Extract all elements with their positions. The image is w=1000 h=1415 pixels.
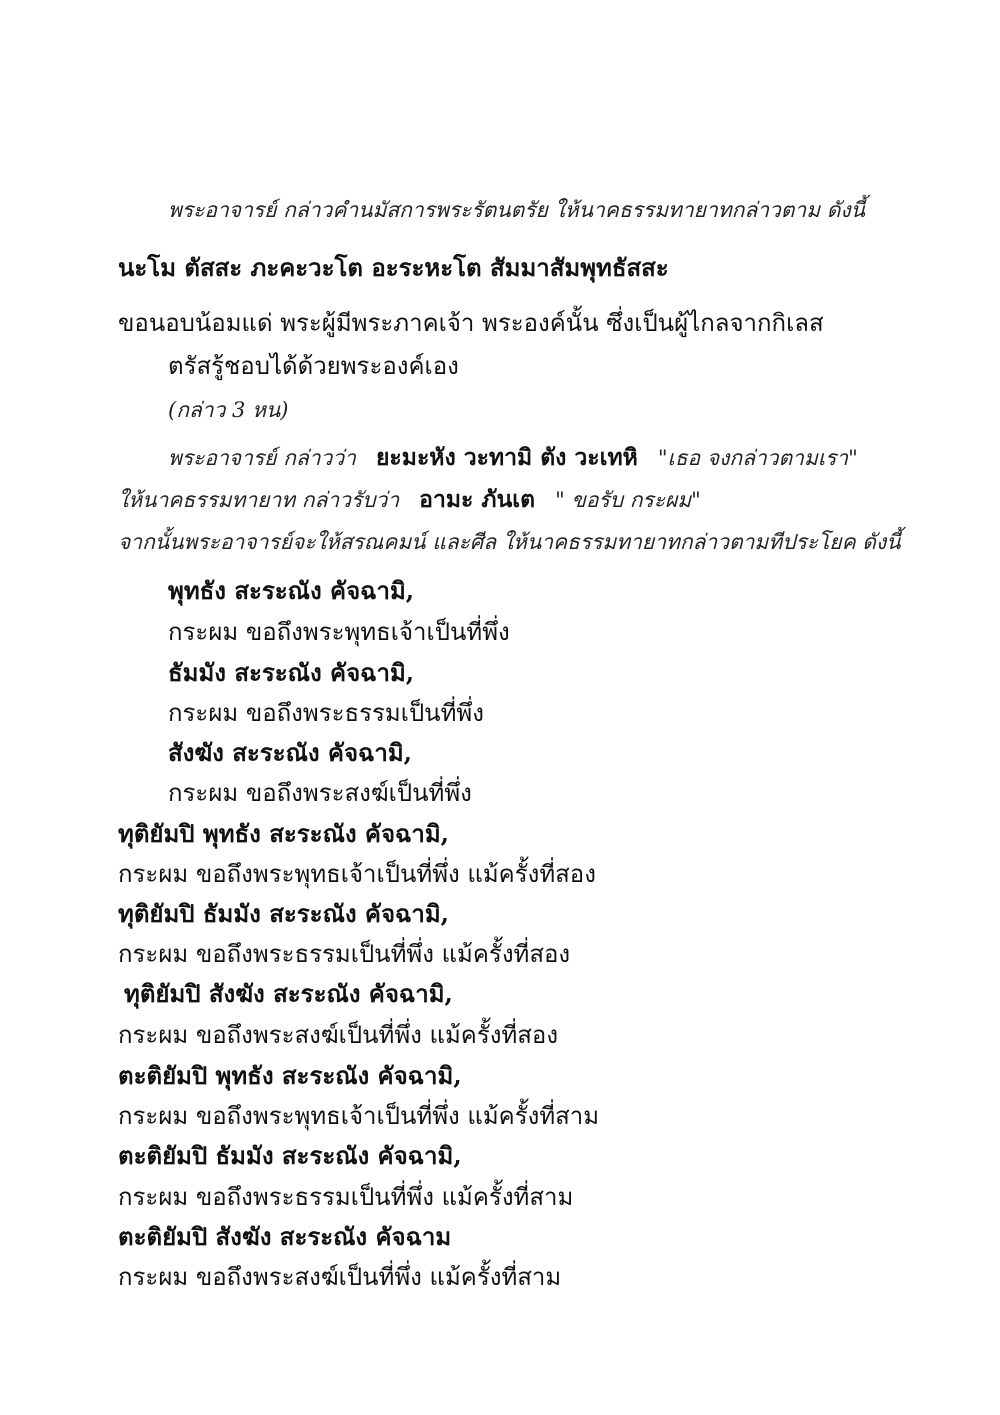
translation-refuge-sangha: กระผม ขอถึงพระสงฆ์เป็นที่พึ่ง bbox=[168, 779, 472, 807]
translation-refuge-dhamma: กระผม ขอถึงพระธรรมเป็นที่พึ่ง bbox=[168, 699, 484, 727]
pali-second-buddha: ทุติยัมปิ พุทธัง สะระณัง คัจฉามิ, bbox=[118, 819, 450, 848]
pali-repeat-after: ยะมะหัง วะทามิ ตัง วะเทหิ bbox=[375, 444, 638, 471]
translation-response: " ขอรับ กระผม" bbox=[555, 488, 701, 512]
response-label: ให้นาคธรรมทายาท กล่าวรับว่า bbox=[118, 488, 400, 512]
pali-response: อามะ ภันเต bbox=[419, 486, 536, 513]
pali-second-sangha: ทุติยัมปิ สังฆัง สะระณัง คัจฉามิ, bbox=[124, 979, 453, 1008]
translation-third-dhamma: กระผม ขอถึงพระธรรมเป็นที่พึ่ง แม้ครั้งที่สาม bbox=[118, 1183, 574, 1211]
pali-refuge-sangha: สังฆัง สะระณัง คัจฉามิ, bbox=[168, 738, 413, 767]
instruction-response bbox=[118, 486, 701, 514]
translation-second-dhamma: กระผม ขอถึงพระธรรมเป็นที่พึ่ง แม้ครั้งที่สอง bbox=[118, 940, 571, 968]
pali-third-dhamma: ตะติยัมปิ ธัมมัง สะระณัง คัจฉามิ, bbox=[118, 1141, 462, 1170]
translation-refuge-buddha: กระผม ขอถึงพระพุทธเจ้าเป็นที่พึ่ง bbox=[168, 618, 510, 646]
translation-repeat-after: "เธอ จงกล่าวตามเรา" bbox=[657, 446, 858, 470]
instruction-repeat-after bbox=[168, 444, 858, 472]
pali-third-buddha: ตะติยัมปิ พุทธัง สะระณัง คัจฉามิ, bbox=[118, 1061, 462, 1090]
translation-homage: ขอนอบน้อมแด่ พระผู้มีพระภาคเจ้า พระองค์นั้น ซึ่งเป็นผู้ไกลจากกิเลส bbox=[118, 309, 824, 337]
repeat-note: (กล่าว 3 หน) bbox=[168, 398, 289, 422]
instruction-homage: พระอาจารย์ กล่าวคำนมัสการพระรัตนตรัย ให้นาคธรรมทายาทกล่าวตาม ดังนี้ bbox=[168, 198, 865, 222]
translation-second-sangha: กระผม ขอถึงพระสงฆ์เป็นที่พึ่ง แม้ครั้งที่สอง bbox=[118, 1021, 559, 1049]
translation-second-buddha: กระผม ขอถึงพระพุทธเจ้าเป็นที่พึ่ง แม้ครั้งที่สอง bbox=[118, 860, 596, 888]
pali-homage: นะโม ตัสสะ ภะคะวะโต อะระหะโต สัมมาสัมพุทธัสสะ bbox=[118, 253, 669, 282]
pali-second-dhamma: ทุติยัมปิ ธัมมัง สะระณัง คัจฉามิ, bbox=[118, 899, 450, 928]
instruction-label: พระอาจารย์ กล่าวว่า bbox=[168, 446, 356, 470]
translation-third-sangha: กระผม ขอถึงพระสงฆ์เป็นที่พึ่ง แม้ครั้งที่สาม bbox=[118, 1263, 562, 1291]
pali-third-sangha: ตะติยัมปิ สังฆัง สะระณัง คัจฉาม bbox=[118, 1222, 452, 1251]
pali-refuge-buddha: พุทธัง สะระณัง คัจฉามิ, bbox=[168, 576, 415, 605]
pali-refuge-dhamma: ธัมมัง สะระณัง คัจฉามิ, bbox=[168, 658, 415, 687]
translation-homage-cont: ตรัสรู้ชอบได้ด้วยพระองค์เอง bbox=[168, 352, 459, 380]
translation-third-buddha: กระผม ขอถึงพระพุทธเจ้าเป็นที่พึ่ง แม้ครั้งที่สาม bbox=[118, 1102, 600, 1130]
instruction-refuge: จากนั้นพระอาจารย์จะให้สรณคมน์ และศีล ให้นาคธรรมทายาทกล่าวตามทีประโยค ดังนี้ bbox=[118, 530, 901, 554]
